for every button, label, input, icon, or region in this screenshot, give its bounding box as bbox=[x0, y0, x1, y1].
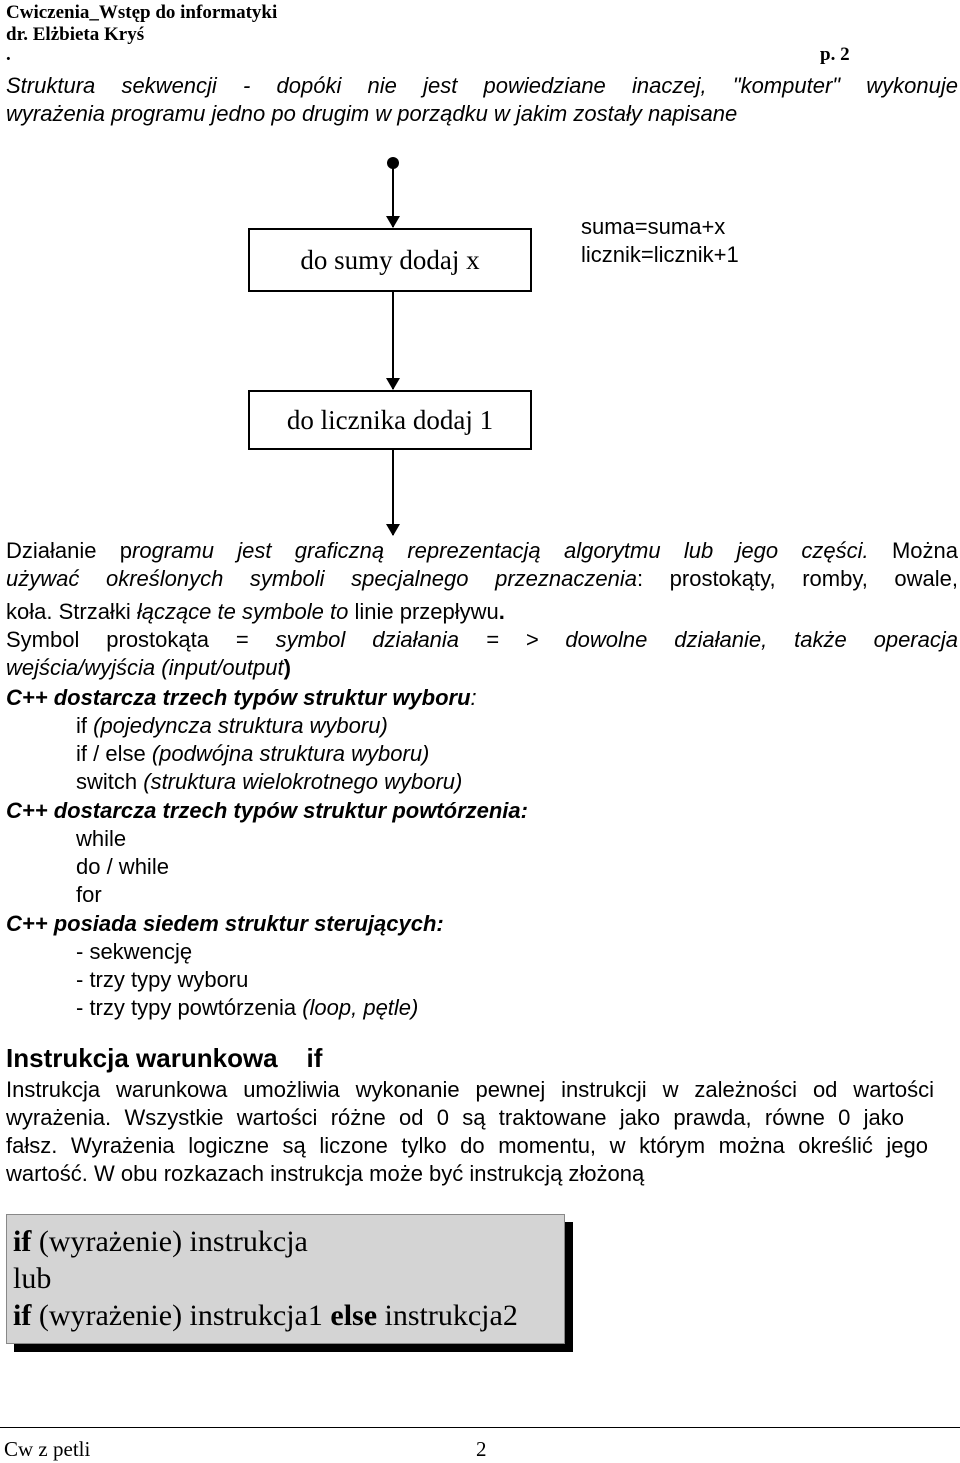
arrowhead-2 bbox=[386, 378, 400, 390]
desc-text-italic: łączące te symbole to bbox=[136, 599, 355, 624]
document-title: Cwiczenia_Wstęp do informatyki bbox=[6, 2, 278, 23]
selection-heading-colon: : bbox=[470, 685, 477, 710]
if-section-line-2: wyrażenia. Wszystkie wartości różne od 0 są traktowane jako prawda, równe 0 jako bbox=[6, 1105, 904, 1130]
desc-paragraph-line-1 bbox=[6, 537, 958, 565]
desc-text-italic: używać bbox=[6, 566, 106, 591]
selection-heading bbox=[6, 684, 477, 712]
selection-description: (struktura wielokrotnego wyboru) bbox=[137, 769, 463, 794]
if-section-line-4: wartość. W obu rozkazach instrukcja może być instrukcją złożoną bbox=[6, 1161, 645, 1186]
selection-heading-text: C++ dostarcza trzech typów struktur wyboru bbox=[6, 685, 471, 710]
desc-text: koła. Strzałki bbox=[6, 599, 137, 624]
desc-text: linie przepływu bbox=[354, 599, 499, 624]
desc-text-italic: symbol działania = > dowolne działanie, także operacja bbox=[275, 627, 958, 652]
selection-item-if bbox=[76, 712, 388, 740]
code-line-1 bbox=[13, 1223, 558, 1260]
desc-text-bold: ) bbox=[283, 655, 291, 680]
selection-description: (podwójna struktura wyboru) bbox=[145, 741, 430, 766]
control-item-italic: (loop, pętle) bbox=[302, 995, 419, 1020]
desc-paragraph-line-2 bbox=[6, 565, 958, 593]
page-label: p. 2 bbox=[820, 44, 850, 65]
repetition-item-do-while: do / while bbox=[76, 854, 169, 879]
desc-text: : prostokąty, romby, owale, bbox=[636, 566, 958, 591]
if-section-title: Instrukcja warunkowa if bbox=[6, 1043, 323, 1073]
code-keyword: else bbox=[330, 1299, 378, 1332]
symbol-paragraph-line-1 bbox=[6, 626, 958, 654]
process-box-counter: do licznika dodaj 1 bbox=[248, 390, 532, 450]
code-line-3 bbox=[13, 1297, 558, 1334]
code-text: (wyrażenie) instrukcja1 bbox=[31, 1299, 331, 1332]
control-item-repetition bbox=[76, 994, 418, 1022]
code-keyword: if bbox=[13, 1299, 32, 1332]
desc-text-bold: . bbox=[498, 599, 505, 624]
note-counter: licznik=licznik+1 bbox=[581, 242, 739, 267]
selection-description: (pojedyncza struktura wyboru) bbox=[87, 713, 388, 738]
control-item-text: - trzy typy powtórzenia bbox=[76, 995, 303, 1020]
repetition-heading: C++ dostarcza trzech typów struktur powtórzenia: bbox=[6, 798, 528, 823]
desc-text: Można bbox=[891, 538, 958, 563]
code-keyword: if bbox=[13, 1225, 32, 1258]
code-box bbox=[6, 1214, 565, 1344]
desc-text-italic: rogramu jest graficzną reprezentacją algorytmu lub jego części. bbox=[132, 538, 892, 563]
intro-line-1: Struktura sekwencji - dopóki nie jest powiedziane inaczej, "komputer" wykonuje bbox=[6, 73, 958, 98]
selection-keyword: if / else bbox=[76, 741, 146, 766]
symbol-paragraph-line-2 bbox=[6, 654, 291, 682]
footer-divider bbox=[0, 1427, 960, 1428]
control-heading: C++ posiada siedem struktur sterujących: bbox=[6, 911, 444, 936]
note-sum: suma=suma+x bbox=[581, 214, 726, 239]
repetition-item-for: for bbox=[76, 882, 102, 907]
author-name: dr. Elżbieta Kryś bbox=[6, 24, 145, 45]
desc-paragraph-line-3 bbox=[6, 598, 505, 626]
arrowhead-1 bbox=[386, 216, 400, 228]
if-section-line-3: fałsz. Wyrażenia logiczne są liczone tylko do momentu, w którym można określić jego bbox=[6, 1133, 928, 1158]
selection-keyword: if bbox=[76, 713, 87, 738]
footer-page-number: 2 bbox=[476, 1437, 487, 1461]
control-item-sequence: - sekwencję bbox=[76, 939, 193, 964]
process-box-sum: do sumy dodaj x bbox=[248, 228, 532, 292]
intro-line-2: wyrażenia programu jedno po drugim w porządku w jakim zostały napisane bbox=[6, 101, 738, 126]
desc-text: Symbol prostokąta = bbox=[6, 627, 276, 652]
selection-item-if-else bbox=[76, 740, 429, 768]
code-text: instrukcja2 bbox=[377, 1299, 518, 1332]
desc-text-italic: wejścia/wyjścia (input/output bbox=[6, 655, 284, 680]
selection-keyword: switch bbox=[76, 769, 138, 794]
if-section-line-1: Instrukcja warunkowa umożliwia wykonanie pewnej instrukcji w zależności od wartości bbox=[6, 1077, 934, 1102]
code-line-2: lub bbox=[13, 1262, 52, 1295]
repetition-item-while: while bbox=[76, 826, 127, 851]
desc-text-italic: określonych symboli specjalnego przeznaczenia bbox=[105, 566, 637, 591]
control-item-selection: - trzy typy wyboru bbox=[76, 967, 249, 992]
header-dot: . bbox=[6, 44, 11, 65]
selection-item-switch bbox=[76, 768, 462, 796]
desc-text: Działanie p bbox=[6, 538, 133, 563]
code-text: (wyrażenie) instrukcja bbox=[31, 1225, 308, 1258]
footer-left: Cw z petli bbox=[4, 1437, 91, 1461]
arrowhead-3 bbox=[386, 524, 400, 536]
